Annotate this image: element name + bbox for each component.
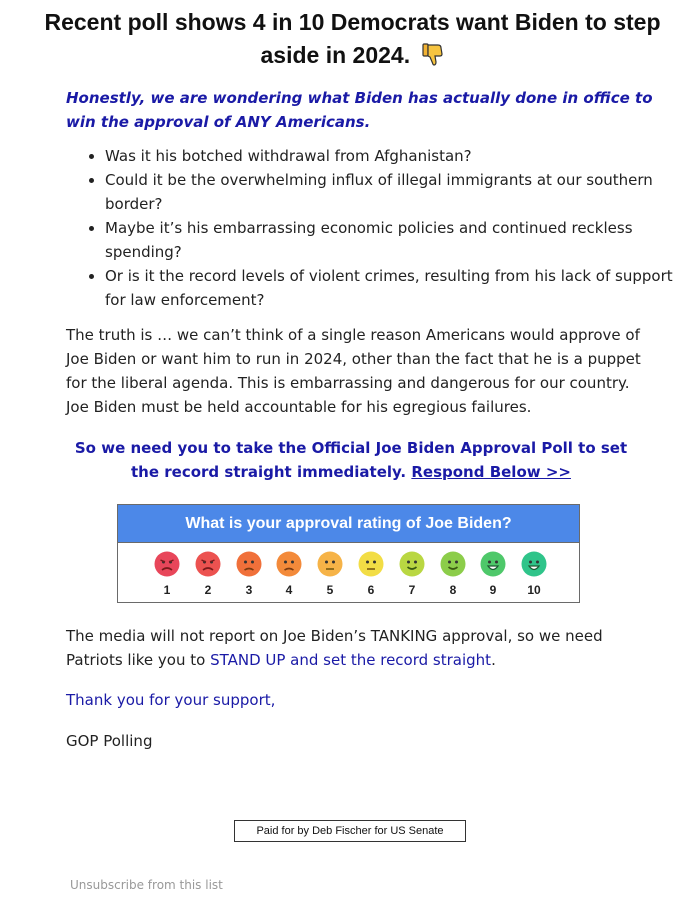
rating-2-face-icon[interactable] (195, 551, 221, 577)
intro-text: Honestly, we are wondering what Biden has actually done in office to win the approval of ANY Americans. (66, 89, 653, 131)
media-text: The media will not report on Joe Biden’s TANKING approval, so we need Patriots like you to (66, 627, 603, 669)
rating-6-face-icon[interactable] (358, 551, 384, 577)
media-end: . (491, 651, 496, 669)
headline (40, 6, 665, 72)
list-item: • Was it his botched withdrawal from Afghanistan? (105, 144, 695, 168)
headline-text: Recent poll shows 4 in 10 Democrats want Biden to step aside in 2024. (44, 9, 661, 68)
poll-title: What is your approval rating of Joe Biden? (118, 505, 579, 543)
rating-10-face-icon[interactable] (521, 551, 547, 577)
rating-3-face-icon[interactable] (236, 551, 262, 577)
cta-text: So we need you to take the Official Joe Biden Approval Poll to set the record straight immediately. (74, 439, 628, 481)
rating-7-label[interactable]: 7 (408, 583, 416, 597)
list-item: • Or is it the record levels of violent crimes, resulting from his lack of support for law enforcement? (105, 264, 695, 312)
unsubscribe-link[interactable]: Unsubscribe from this list (70, 878, 223, 892)
rating-4-label[interactable]: 4 (285, 583, 293, 597)
rating-9-face-icon[interactable] (480, 551, 506, 577)
rating-8-face-icon[interactable] (440, 551, 466, 577)
rating-8-label[interactable]: 8 (449, 583, 457, 597)
rating-5-face-icon[interactable] (317, 551, 343, 577)
rating-6-label[interactable]: 6 (367, 583, 375, 597)
list-item: • Maybe it’s his embarrassing economic policies and continued reckless spending? (105, 216, 695, 264)
paid-for-disclaimer: Paid for by Deb Fischer for US Senate (234, 820, 466, 842)
rating-2-label[interactable]: 2 (204, 583, 212, 597)
rating-3-label[interactable]: 3 (245, 583, 253, 597)
bullet-list (66, 144, 695, 312)
truth-paragraph: The truth is … we can’t think of a single reason Americans would approve of Joe Biden or want him to run in 2024, other than the fact that he is a puppet for the liberal agenda. This is embarrassing and dangerous for our country. Joe Biden must be held accountable for his egregious failures. (66, 326, 641, 416)
thanks-text: Thank you for your support, (66, 691, 276, 709)
approval-poll[interactable] (117, 504, 580, 603)
list-item: • Could it be the overwhelming influx of illegal immigrants at our southern border? (105, 168, 695, 216)
media-paragraph (66, 624, 656, 672)
rating-7-face-icon[interactable] (399, 551, 425, 577)
stand-up-text: STAND UP and set the record straight (210, 651, 492, 669)
signature: GOP Polling (66, 732, 153, 750)
rating-9-label[interactable]: 9 (489, 583, 497, 597)
rating-1-label[interactable]: 1 (163, 583, 171, 597)
poll-options (118, 543, 579, 603)
respond-below-link[interactable]: Respond Below >> (411, 463, 571, 481)
cta-paragraph (66, 436, 636, 484)
rating-5-label[interactable]: 5 (326, 583, 334, 597)
rating-10-label[interactable]: 10 (527, 583, 541, 597)
thumbs-down-icon (422, 43, 444, 67)
rating-4-face-icon[interactable] (276, 551, 302, 577)
rating-1-face-icon[interactable] (154, 551, 180, 577)
